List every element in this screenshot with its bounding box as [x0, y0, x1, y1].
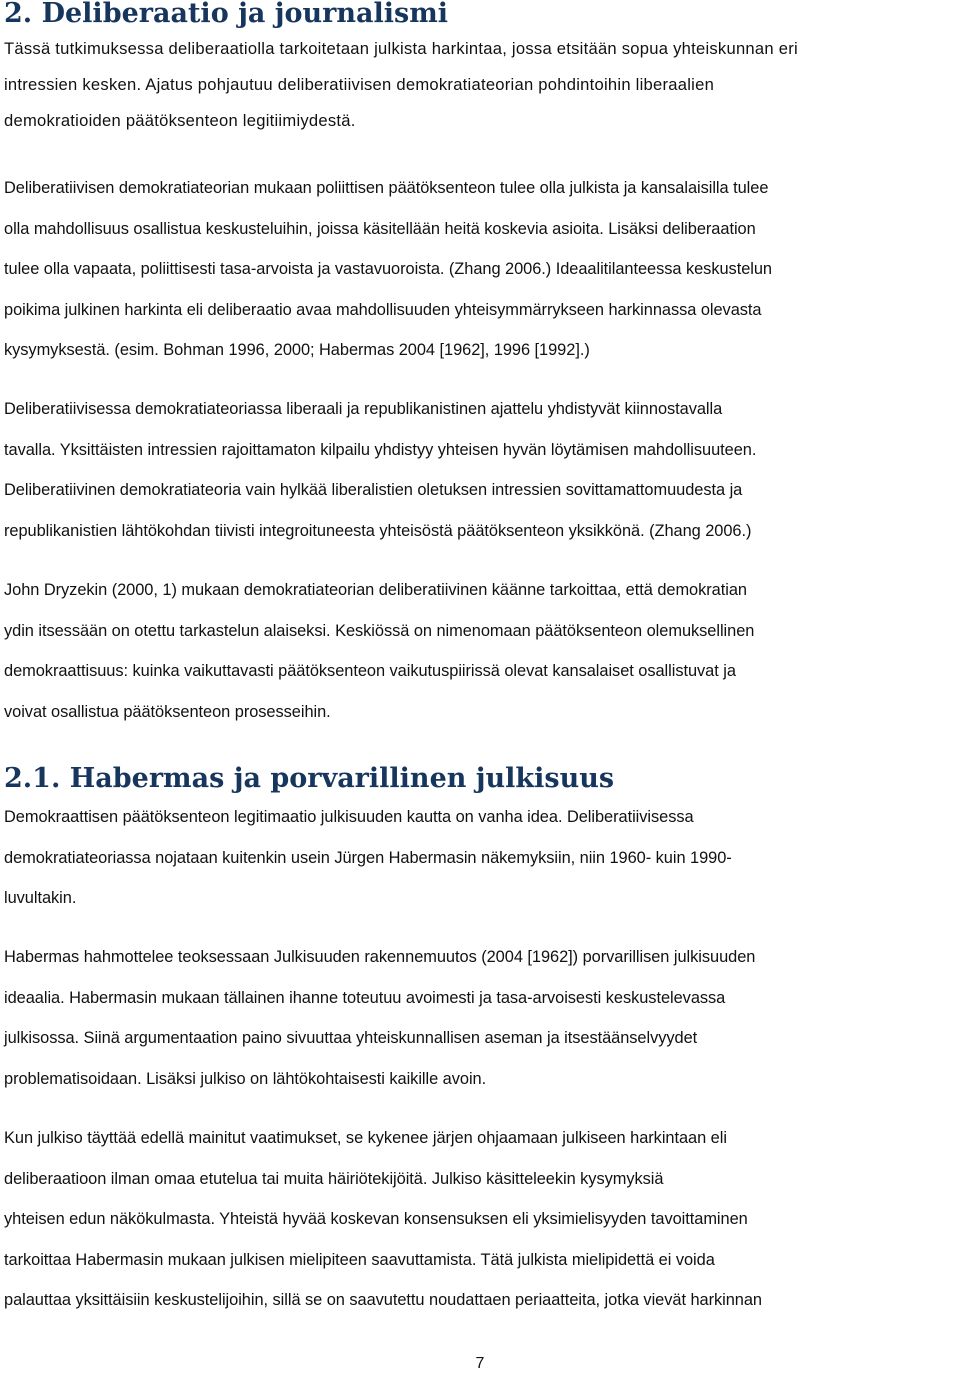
subsection-heading: 2.1. Habermas ja porvarillinen julkisuus: [4, 763, 615, 794]
paragraph-line: tavalla. Yksittäisten intressien rajoittamaton kilpailu yhdistyy yhteisen hyvän löytämisen mahdollisuuteen.: [4, 440, 757, 459]
body-paragraph: [4, 168, 954, 371]
paragraph-line: intressien kesken. Ajatus pohjautuu deliberatiivisen demokratiateorian pohdintoihin liberaalien: [4, 75, 715, 94]
paragraph-line: Deliberatiivisessa demokratiateoriassa liberaali ja republikanistinen ajattelu yhdistyvät kiinnostavalla: [4, 400, 723, 418]
paragraph-line: John Dryzekin (2000, 1) mukaan demokratiateorian deliberatiivinen käänne tarkoittaa, että demokratian: [4, 581, 747, 599]
paragraph-line: palauttaa yksittäisiin keskustelijoihin, sillä se on saavutettu noudattaen periaatteita, jotka vievät harkinnan: [4, 1291, 762, 1310]
paragraph-line: voivat osallistua päätöksenteon prosesseihin.: [4, 702, 331, 721]
intro-paragraph: [4, 31, 954, 139]
paragraph-line: Deliberatiivinen demokratiateoria vain hylkää liberalistien oletuksen intressien sovittamattomuudesta ja: [4, 481, 743, 500]
body-paragraph: [4, 570, 954, 732]
body-paragraph: [4, 1118, 954, 1321]
paragraph-line: Tässä tutkimuksessa deliberaatiolla tarkoitetaan julkista harkintaa, jossa etsitään sopua yhteiskunnan eri: [4, 39, 798, 58]
paragraph-line: deliberaatioon ilman omaa etutelua tai muita häiriötekijöitä. Julkiso käsitteleekin kysymyksiä: [4, 1169, 664, 1188]
paragraph-line: tulee olla vapaata, poliittisesti tasa-arvoista ja vastavuoroista. (Zhang 2006.) Ideaalitilanteessa keskustelun: [4, 260, 772, 279]
paragraph-line: Demokraattisen päätöksenteon legitimaatio julkisuuden kautta on vanha idea. Deliberatiivisessa: [4, 808, 694, 826]
paragraph-line: Habermas hahmottelee teoksessaan Julkisuuden rakennemuutos (2004 [1962]) porvarillisen julkisuuden: [4, 948, 756, 966]
paragraph-line: kysymyksestä. (esim. Bohman 1996, 2000; Habermas 2004 [1962], 1996 [1992].): [4, 341, 590, 360]
paragraph-line: yhteisen edun näkökulmasta. Yhteistä hyvää koskevan konsensuksen eli yksimielisyyden tavoittaminen: [4, 1210, 748, 1229]
body-paragraph: [4, 389, 954, 551]
paragraph-line: problematisoidaan. Lisäksi julkiso on lähtökohtaisesti kaikille avoin.: [4, 1069, 487, 1088]
paragraph-line: demokratioiden päätöksenteon legitiimiydestä.: [4, 111, 356, 130]
paragraph-line: ideaalia. Habermasin mukaan tällainen ihanne toteutuu avoimesti ja tasa-arvoisesti keskustelevassa: [4, 988, 726, 1007]
paragraph-line: Deliberatiivisen demokratiateorian mukaan poliittisen päätöksenteon tulee olla julkista ja kansalaisilla tulee: [4, 179, 769, 197]
paragraph-line: olla mahdollisuus osallistua keskusteluihin, joissa käsitellään heitä koskevia asioita. Lisäksi deliberaation: [4, 219, 756, 238]
section-heading: 2. Deliberaatio ja journalismi: [4, 0, 449, 29]
body-paragraph: [4, 937, 954, 1099]
paragraph-line: luvultakin.: [4, 889, 77, 908]
page-number: 7: [475, 1355, 485, 1372]
paragraph-line: demokratiateoriassa nojataan kuitenkin usein Jürgen Habermasin näkemyksiin, niin 1960- kuin 1990-: [4, 848, 732, 867]
paragraph-line: republikanistien lähtökohdan tiivisti integroituneesta yhteisöstä päätöksenteon yksikkönä. (Zhang 2006.): [4, 521, 752, 540]
paragraph-line: demokraattisuus: kuinka vaikuttavasti päätöksenteon vaikutuspiirissä olevat kansalaiset osallistuvat ja: [4, 662, 736, 681]
paragraph-line: julkisossa. Siinä argumentaation paino sivuuttaa yhteiskunnallisen aseman ja itsestäänselvyydet: [4, 1029, 698, 1048]
body-paragraph: [4, 797, 954, 919]
paragraph-line: tarkoittaa Habermasin mukaan julkisen mielipiteen saavuttamista. Tätä julkista mielipidettä ei voida: [4, 1250, 715, 1269]
paragraph-line: poikima julkinen harkinta eli deliberaatio avaa mahdollisuuden yhteisymmärrykseen harkinnassa olevasta: [4, 300, 762, 319]
paragraph-line: ydin itsessään on otettu tarkastelun alaiseksi. Keskiössä on nimenomaan päätöksenteon olemuksellinen: [4, 621, 755, 640]
paragraph-line: Kun julkiso täyttää edellä mainitut vaatimukset, se kykenee järjen ohjaamaan julkiseen harkintaan eli: [4, 1129, 727, 1147]
